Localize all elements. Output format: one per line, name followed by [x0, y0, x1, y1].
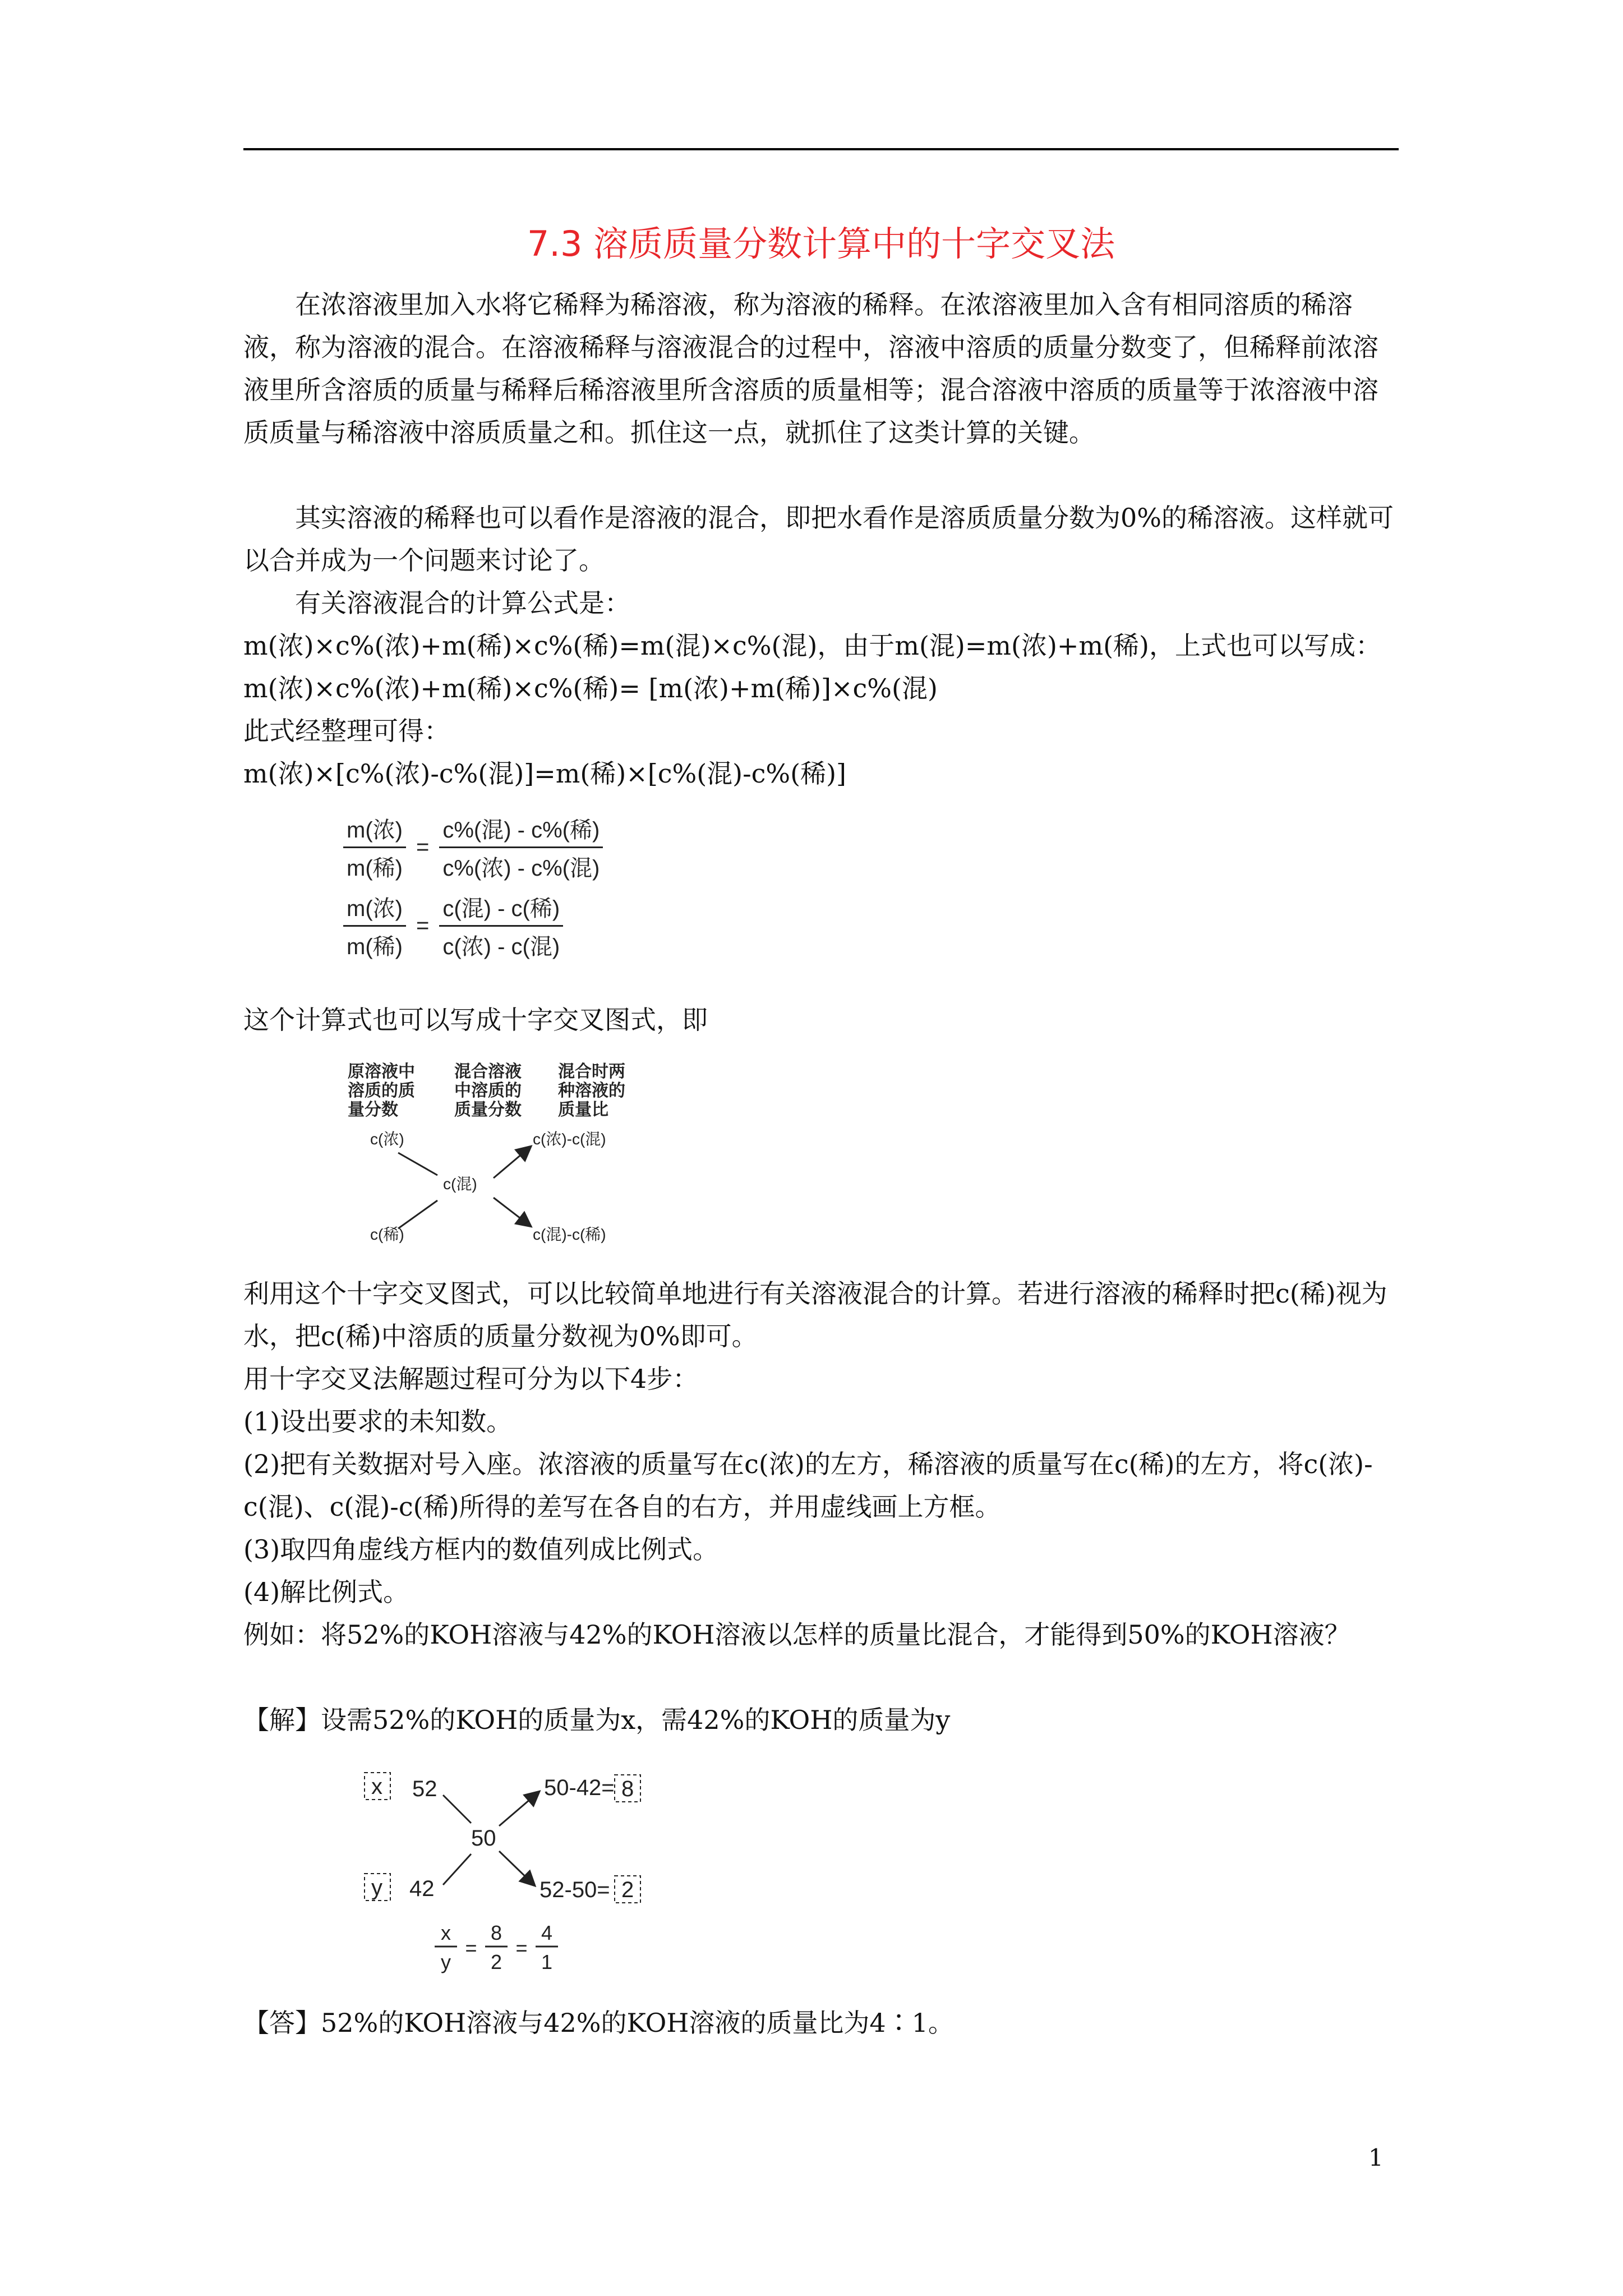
svg-text:8: 8	[490, 1921, 502, 1944]
fraction-row-2: $\frac{\text{m(浓)}}{\text{m(稀)}}$ = $\frac{\text{c(混) - c(稀)}}{\text{c(浓) - c(混)}}$	[343, 886, 603, 965]
fraction-equations	[343, 808, 603, 965]
cross-diagram-example	[359, 1761, 673, 1986]
step-3: (3)取四角虚线方框内的数值列成比例式。	[243, 1534, 719, 1565]
step-1: (1)设出要求的未知数。	[243, 1406, 513, 1437]
svg-text:x: x	[441, 1921, 451, 1944]
cross-diagram-general	[336, 1055, 651, 1257]
header-original-line: 溶质的质	[348, 1082, 415, 1100]
step-2: (2)把有关数据对号入座。浓溶液的质量写在c(浓)的左方，稀溶液的质量写在c(稀)的左方，将c(浓)-c(混)、c(混)-c(稀)所得的差写在各自的右方，并用虚线画上方框。	[243, 1449, 1373, 1522]
example-question: 例如：将52%的KOH溶液与42%的KOH溶液以怎样的质量比混合，才能得到50%的KOH溶液？	[243, 1619, 1350, 1650]
header-original-line: 量分数	[348, 1101, 398, 1119]
simplified-formula: m(浓)×[c%(浓)-c%(混)]=m(稀)×[c%(混)-c%(稀)]	[243, 758, 846, 789]
fraction-lhs: $\frac{\text{m(浓)}}{\text{m(稀)}}$	[343, 891, 406, 961]
header-ratio-line: 质量比	[558, 1101, 608, 1119]
fraction-rhs: $\frac{\text{c(混) - c(稀)}}{\text{c(浓) - c(混)}}$	[439, 891, 563, 961]
page-title: 7.3 溶质质量分数计算中的十字交叉法	[527, 223, 1115, 264]
label-c-dilute: c(稀)	[370, 1226, 404, 1243]
formula-line: m(浓)×c%(浓)+m(稀)×c%(稀)=m(混)×c%(混)，由于m(混)=m(浓)+m(稀)，上式也可以写成：m(浓)×c%(浓)+m(稀)×c%(稀)= [m(浓)+m(稀)]×c%(混)	[243, 631, 1381, 703]
unknown-y: y	[371, 1875, 382, 1900]
formula-intro: 有关溶液混合的计算公式是：	[295, 588, 630, 618]
header-mixed-line: 质量分数	[454, 1101, 522, 1119]
diff-bottom-expression: 52-50=	[540, 1878, 610, 1902]
header-mixed-line: 混合溶液	[454, 1062, 522, 1081]
label-diff-bottom: c(混)-c(稀)	[533, 1226, 606, 1243]
header-ratio-line: 种溶液的	[558, 1082, 625, 1100]
header-rule	[243, 148, 1399, 150]
fraction-rhs: $\frac{\text{c\%(混) - c\%(稀)}}{\text{c\%(浓) - c\%(混)}}$	[439, 812, 603, 882]
label-c-concentrated: c(浓)	[370, 1130, 404, 1148]
value-52: 52	[412, 1777, 437, 1801]
svg-text:1: 1	[541, 1950, 553, 1973]
diff-bottom-value: 2	[621, 1878, 634, 1902]
step-4: (4)解比例式。	[243, 1577, 409, 1607]
svg-text:y: y	[441, 1950, 451, 1973]
page-number: 1	[1368, 2144, 1384, 2171]
header-mixed-line: 中溶质的	[454, 1082, 522, 1100]
fraction-lhs: $\frac{\text{m(浓)}}{\text{m(稀)}}$	[343, 812, 406, 882]
value-50: 50	[471, 1826, 496, 1851]
header-ratio-line: 混合时两	[558, 1062, 625, 1081]
svg-text:2: 2	[490, 1950, 502, 1973]
header-original-line: 原溶液中	[348, 1062, 415, 1081]
svg-text:4: 4	[541, 1921, 553, 1944]
diff-top-expression: 50-42=	[544, 1775, 615, 1800]
label-c-mixed: c(混)	[443, 1175, 477, 1193]
cross-intro: 这个计算式也可以写成十字交叉图式，即	[243, 1005, 708, 1035]
paragraph-cross-usage: 利用这个十字交叉图式，可以比较简单地进行有关溶液混合的计算。若进行溶液的稀释时把c(稀)视为水，把c(稀)中溶质的质量分数视为0%即可。	[243, 1278, 1387, 1351]
simplify-intro: 此式经整理可得：	[243, 716, 450, 746]
label-diff-top: c(浓)-c(混)	[533, 1130, 606, 1148]
value-42: 42	[409, 1876, 435, 1901]
svg-text:=: =	[465, 1936, 477, 1959]
ratio-result	[435, 1921, 558, 1973]
unknown-x: x	[371, 1774, 382, 1799]
steps-intro: 用十字交叉法解题过程可分为以下4步：	[243, 1364, 699, 1394]
paragraph-dilution: 在浓溶液里加入水将它稀释为稀溶液，称为溶液的稀释。在浓溶液里加入含有相同溶质的稀溶液，称为溶液的混合。在溶液稀释与溶液混合的过程中，溶液中溶质的质量分数变了，但稀释前浓溶液里所含溶质的质量与稀释后稀溶液里所含溶质的质量相等；混合溶液中溶质的质量等于浓溶液中溶质质量与稀溶液中溶质质量之和。抓住这一点，就抓住了这类计算的关键。	[243, 289, 1378, 448]
diff-top-value: 8	[621, 1777, 634, 1801]
answer-statement: 【答】52%的KOH溶液与42%的KOH溶液的质量比为4∶1。	[243, 2008, 954, 2038]
svg-text:=: =	[515, 1936, 528, 1959]
paragraph-mixing: 其实溶液的稀释也可以看作是溶液的混合，即把水看作是溶质质量分数为0%的稀溶液。这样就可以合并成为一个问题来讨论了。	[243, 503, 1394, 576]
fraction-row-1: $\frac{\text{m(浓)}}{\text{m(稀)}}$ = $\frac{\text{c\%(混) - c\%(稀)}}{\text{c\%(浓) - c\%(混)}}$	[343, 808, 603, 886]
solution-statement: 【解】设需52%的KOH的质量为x，需42%的KOH的质量为y	[243, 1705, 951, 1735]
